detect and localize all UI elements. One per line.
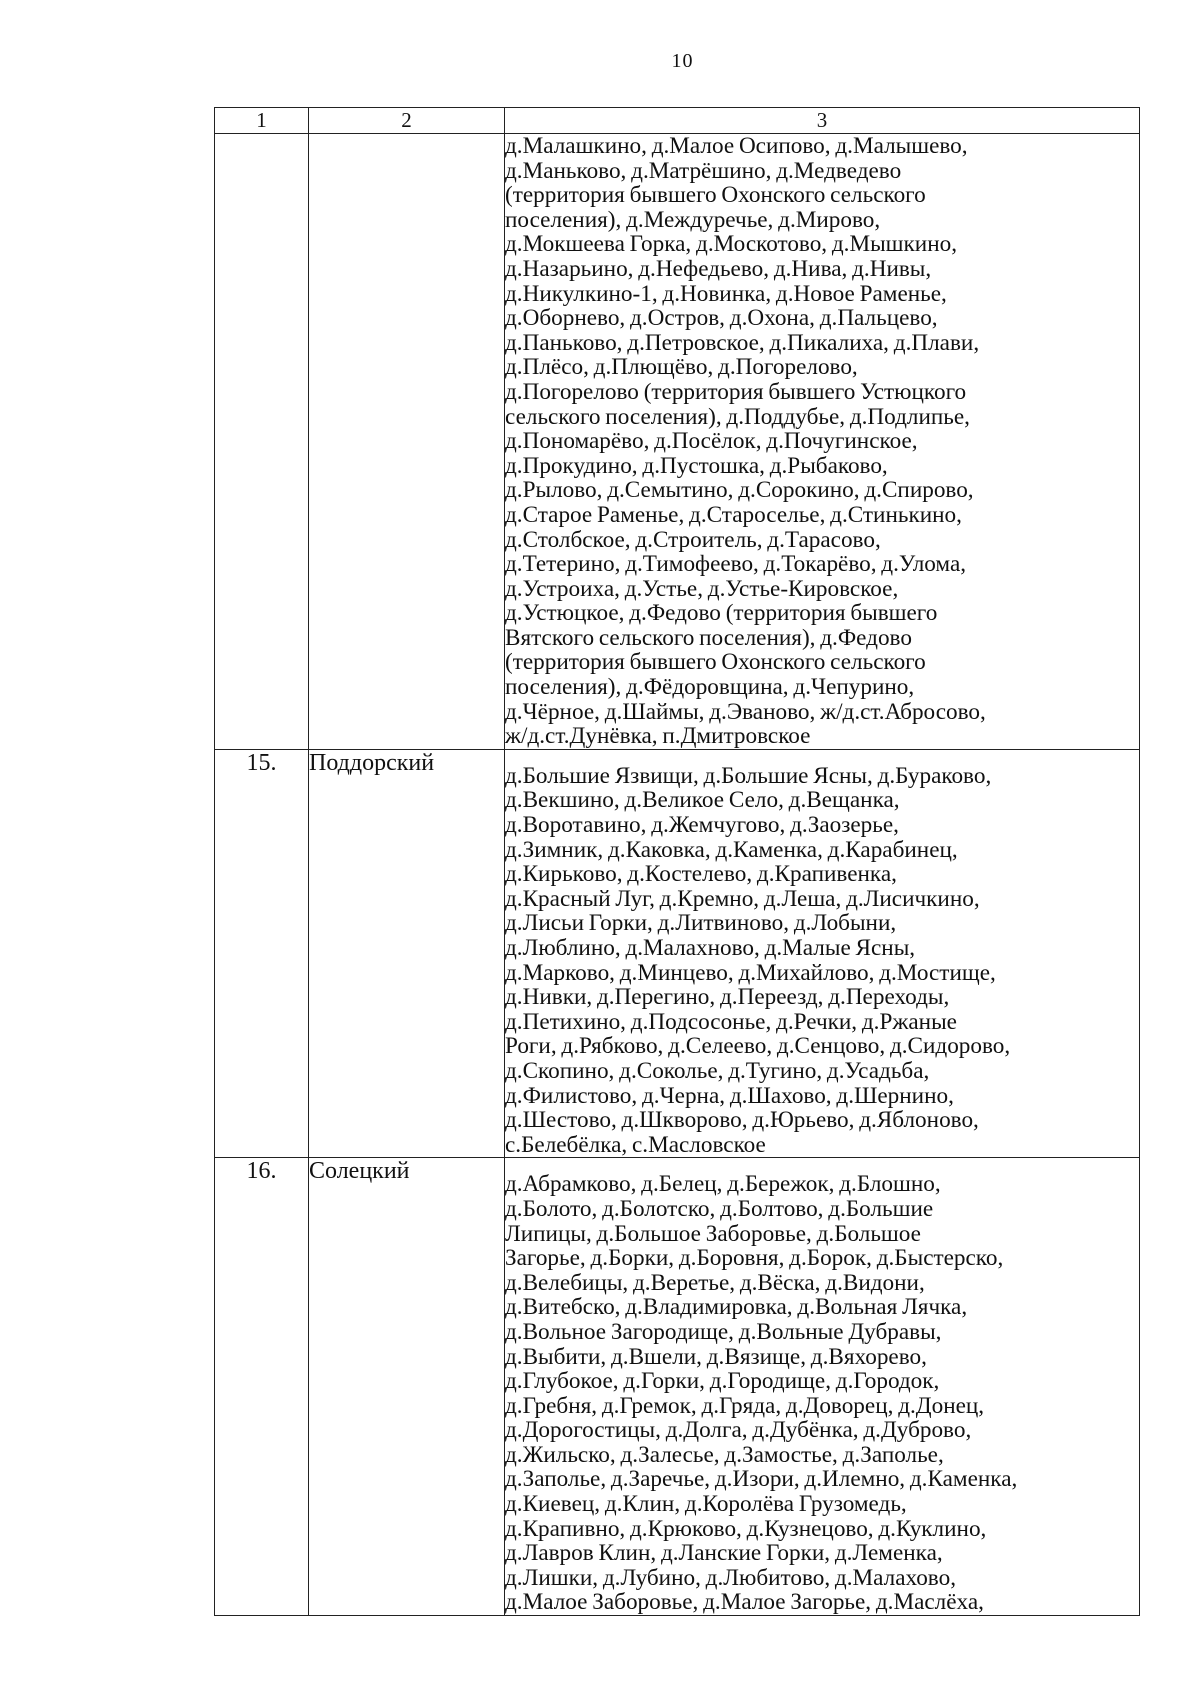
place-line: д.Малашкино, д.Малое Осипово, д.Малышево, [505,133,968,159]
place-line: д.Заполье, д.Заречье, д.Изори, д.Илемно, д.Каменка, [505,1466,1018,1493]
place-line: д.Оборнево, д.Остров, д.Охона, д.Пальцево, [505,305,938,332]
place-line: д.Устюцкое, д.Федово (территория бывшего [505,600,938,627]
place-line: д.Глубокое, д.Горки, д.Городище, д.Городок, [505,1368,940,1395]
row-number: 16. [215,1158,309,1616]
place-line: д.Зимник, д.Каковка, д.Каменка, д.Карабинец, [505,836,958,863]
place-line: с.Белебёлка, с.Масловское [505,1131,766,1158]
region-name: Поддорский [309,749,505,1158]
place-line: д.Лавров Клин, д.Ланские Горки, д.Леменка, [505,1540,943,1567]
settlements-table [214,107,1140,1616]
place-line: д.Гребня, д.Гремок, д.Гряда, д.Доворец, д.Донец, [505,1392,985,1419]
places-list [505,764,1139,1158]
place-line: д.Скопино, д.Соколье, д.Тугино, д.Усадьба, [505,1057,930,1084]
place-line: д.Марково, д.Минцево, д.Михайлово, д.Мостище, [505,959,996,986]
place-line: д.Погорелово (территория бывшего Устюцкого [505,378,967,405]
place-line: д.Малое Заборовье, д.Малое Загорье, д.Маслёха, [505,1589,984,1616]
place-line: д.Шестово, д.Шкворово, д.Юрьево, д.Яблоново, [505,1107,979,1134]
place-line: Липицы, д.Большое Заборовье, д.Большое [505,1220,921,1247]
places-list [505,134,1139,749]
header-col-1: 1 [215,108,309,134]
place-line: д.Нивки, д.Перегино, д.Переезд, д.Переходы, [505,984,950,1011]
header-row [215,108,1140,134]
place-line: д.Лисьи Горки, д.Литвиново, д.Лобыни, [505,910,897,937]
place-line: Вятского сельского поселения), д.Федово [505,624,912,651]
place-line: д.Крапивно, д.Крюково, д.Кузнецово, д.Куклино, [505,1515,987,1542]
places-cell [505,749,1140,1158]
place-line: сельского поселения), д.Поддубье, д.Подлипье, [505,403,970,430]
place-line: поселения), д.Междуречье, д.Мирово, [505,206,881,233]
place-line: д.Вольное Загородище, д.Вольные Дубравы, [505,1318,942,1345]
place-line: д.Чёрное, д.Шаймы, д.Эваново, ж/д.ст.Абросово, [505,698,986,725]
place-line: д.Маньково, д.Матрёшино, д.Медведево [505,157,902,184]
place-line: д.Люблино, д.Малахново, д.Малые Ясны, [505,935,916,961]
page-number: 10 [671,50,694,72]
table-row-16 [215,1158,1140,1616]
header-col-2: 2 [309,108,505,134]
place-line: д.Болото, д.Болотско, д.Болтово, д.Большие [505,1195,934,1222]
places-list [505,1172,1139,1615]
place-line: (территория бывшего Охонского сельского [505,182,926,209]
place-line: д.Пономарёво, д.Посёлок, д.Почугинское, [505,428,918,455]
place-line: д.Большие Язвищи, д.Большие Ясны, д.Бураково, [505,762,992,789]
places-cell [505,134,1140,750]
place-line: ж/д.ст.Дунёвка, п.Дмитровское [505,723,811,750]
place-line: д.Киевец, д.Клин, д.Королёва Грузомедь, [505,1491,907,1518]
table-row-continuation [215,134,1140,750]
place-line: д.Назарьино, д.Нефедьево, д.Нива, д.Нивы, [505,255,932,282]
place-line: д.Тетерино, д.Тимофеево, д.Токарёво, д.Улома, [505,551,967,578]
region-cell [309,134,505,750]
place-line: д.Витебско, д.Владимировка, д.Вольная Лячка, [505,1294,968,1321]
place-line: д.Прокудино, д.Пустошка, д.Рыбаково, [505,452,888,479]
place-line: д.Абрамково, д.Белец, д.Бережок, д.Блошно, [505,1171,941,1198]
num-cell [215,134,309,750]
place-line: (территория бывшего Охонского сельского [505,649,926,676]
place-line: Роги, д.Рябково, д.Селеево, д.Сенцово, д.Сидорово, [505,1033,1011,1060]
place-line: д.Векшино, д.Великое Село, д.Вещанка, [505,787,900,814]
place-line: д.Мокшеева Горка, д.Москотово, д.Мышкино, [505,231,958,258]
place-line: д.Велебицы, д.Веретье, д.Вёска, д.Видони, [505,1269,925,1296]
header-col-3: 3 [505,108,1140,134]
table-row-15 [215,749,1140,1158]
places-cell [505,1158,1140,1616]
region-name: Солецкий [309,1158,505,1616]
place-line: д.Никулкино-1, д.Новинка, д.Новое Раменье, [505,280,947,307]
place-line: Загорье, д.Борки, д.Боровня, д.Борок, д.Быстерско, [505,1245,1004,1272]
place-line: д.Жильско, д.Залесье, д.Замостье, д.Заполье, [505,1441,944,1468]
place-line: д.Красный Луг, д.Кремно, д.Леша, д.Лисичкино, [505,885,980,912]
place-line: д.Петихино, д.Подсосонье, д.Речки, д.Ржаные [505,1008,957,1035]
place-line: д.Кирьково, д.Костелево, д.Крапивенка, [505,861,897,888]
place-line: д.Паньково, д.Петровское, д.Пикалиха, д.Плави, [505,329,980,356]
place-line: д.Филистово, д.Черна, д.Шахово, д.Шернино, [505,1082,954,1109]
place-line: д.Устроиха, д.Устье, д.Устье-Кировское, [505,575,899,602]
place-line: д.Старое Раменье, д.Староселье, д.Стинькино, [505,501,962,528]
place-line: д.Плёсо, д.Плющёво, д.Погорелово, [505,354,858,381]
place-line: д.Воротавино, д.Жемчугово, д.Заозерье, [505,812,899,839]
place-line: д.Выбити, д.Вшели, д.Вязище, д.Вяхорево, [505,1343,927,1370]
row-number: 15. [215,749,309,1158]
place-line: д.Дорогостицы, д.Долга, д.Дубёнка, д.Дуброво, [505,1417,972,1444]
place-line: поселения), д.Фёдоровщина, д.Чепурино, [505,674,915,701]
place-line: д.Лишки, д.Лубино, д.Любитово, д.Малахово, [505,1564,956,1591]
place-line: д.Столбское, д.Строитель, д.Тарасово, [505,526,881,553]
place-line: д.Рылово, д.Семытино, д.Сорокино, д.Спирово, [505,477,974,504]
